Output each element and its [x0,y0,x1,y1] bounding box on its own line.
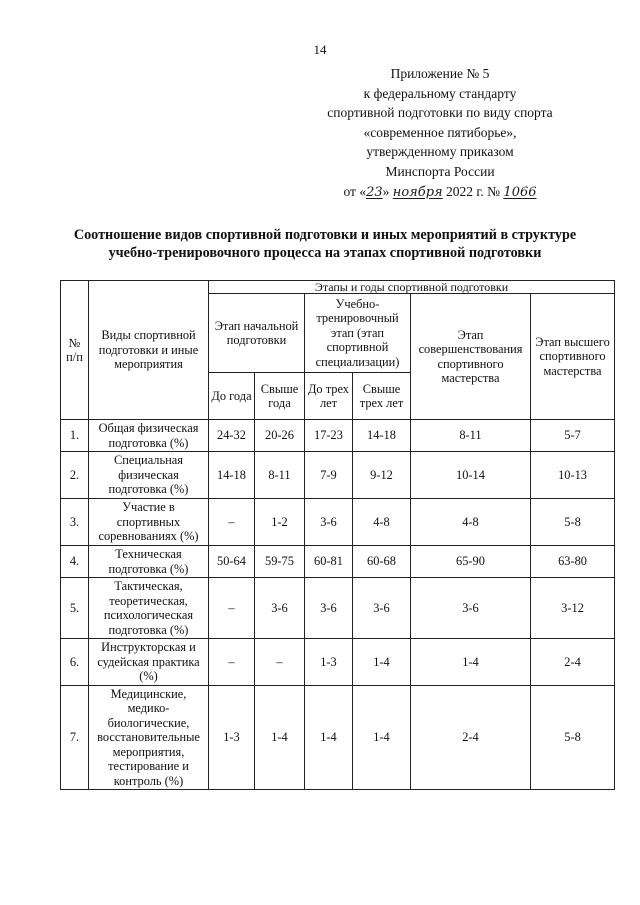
appendix-line: спортивной подготовки по виду спорта [327,105,553,121]
cell-value: 9-12 [353,452,411,499]
cell-value: 5-7 [531,420,615,452]
handwritten-order-number: 1066 [503,184,537,200]
table-row [61,452,615,499]
row-name: Медицинские, медико-биологические, восстановительные мероприятия, тестирование и контроль (%) [89,685,209,790]
cell-value: 3-6 [353,578,411,639]
cell-value: 8-11 [411,420,531,452]
cell-value: – [209,499,255,546]
cell-value: 60-81 [305,546,353,578]
handwritten-month: ноября [392,184,443,200]
cell-value: 2-4 [411,685,531,790]
cell-value: 60-68 [353,546,411,578]
row-num: 4. [61,546,89,578]
table-row [61,685,615,790]
title-line: Соотношение видов спортивной подготовки и иных мероприятий в структуре [73,227,577,243]
row-num: 3. [61,499,89,546]
cell-value: 5-8 [531,685,615,790]
appendix-line: Приложение № 5 [390,66,490,81]
document-title [40,227,610,262]
cell-value: 14-18 [209,452,255,499]
cell-value: 5-8 [531,499,615,546]
header-num: № п/п [61,281,89,420]
appendix-line: Минспорта России [385,163,495,179]
cell-value: – [209,639,255,686]
header-stage-higher: Этап высшего спортивного мастерства [531,294,615,420]
row-name: Инструкторская и судейская практика (%) [89,639,209,686]
appendix-line: «современное пятиборье», [363,124,517,140]
cell-value: 24-32 [209,420,255,452]
row-num: 7. [61,685,89,790]
cell-value: 3-6 [411,578,531,639]
header-stages-years: Этапы и годы спортивной подготовки [209,281,615,294]
cell-value: 2-4 [531,639,615,686]
header-up-to-three: До трех лет [305,373,353,420]
cell-value: 1-3 [305,639,353,686]
cell-value: 10-13 [531,452,615,499]
cell-value: 1-2 [255,499,305,546]
cell-value: 17-23 [305,420,353,452]
header-up-to-year: До года [209,373,255,420]
header-kinds: Виды спортивной подготовки и иные мероприятия [89,281,209,420]
date-mid: » [382,183,393,199]
cell-value: 3-6 [305,578,353,639]
row-name: Техническая подготовка (%) [89,546,209,578]
date-prefix: от « [343,183,367,199]
appendix-line: к федеральному стандарту [363,85,517,101]
cell-value: – [209,578,255,639]
cell-value: 59-75 [255,546,305,578]
header-over-year: Свыше года [255,373,305,420]
appendix-line: утвержденному приказом [366,144,514,160]
header-stage-training: Учебно-тренировочный этап (этап спортивной специализации) [305,294,411,373]
ratio-table [60,280,615,790]
row-num: 2. [61,452,89,499]
row-name: Участие в спортивных соревнованиях (%) [89,499,209,546]
cell-value: 65-90 [411,546,531,578]
table-row [61,639,615,686]
title-line: учебно-тренировочного процесса на этапах спортивной подготовки [108,244,542,261]
page-number: 14 [313,42,327,57]
handwritten-day: 23 [366,184,383,200]
date-year: 2022 г. № [442,183,504,199]
cell-value: 1-4 [353,639,411,686]
cell-value: 10-14 [411,452,531,499]
header-stage-improvement: Этап совершенствования спортивного мастерства [411,294,531,420]
cell-value: – [255,639,305,686]
cell-value: 1-3 [209,685,255,790]
cell-value: 20-26 [255,420,305,452]
cell-value: 3-12 [531,578,615,639]
row-num: 5. [61,578,89,639]
cell-value: 1-4 [353,685,411,790]
appendix-block [300,64,580,202]
cell-value: 14-18 [353,420,411,452]
row-name: Специальная физическая подготовка (%) [89,452,209,499]
cell-value: 50-64 [209,546,255,578]
header-stage-initial: Этап начальной подготовки [209,294,305,373]
table-row [61,578,615,639]
cell-value: 1-4 [411,639,531,686]
table-row [61,499,615,546]
row-name: Общая физическая подготовка (%) [89,420,209,452]
row-name: Тактическая, теоретическая, психологическая подготовка (%) [89,578,209,639]
order-date-line [300,182,580,203]
header-over-three: Свыше трех лет [353,373,411,420]
cell-value: 4-8 [353,499,411,546]
row-num: 6. [61,639,89,686]
cell-value: 1-4 [255,685,305,790]
cell-value: 4-8 [411,499,531,546]
cell-value: 1-4 [305,685,353,790]
cell-value: 7-9 [305,452,353,499]
table-row [61,546,615,578]
cell-value: 8-11 [255,452,305,499]
cell-value: 3-6 [305,499,353,546]
cell-value: 63-80 [531,546,615,578]
cell-value: 3-6 [255,578,305,639]
row-num: 1. [61,420,89,452]
table-row [61,420,615,452]
